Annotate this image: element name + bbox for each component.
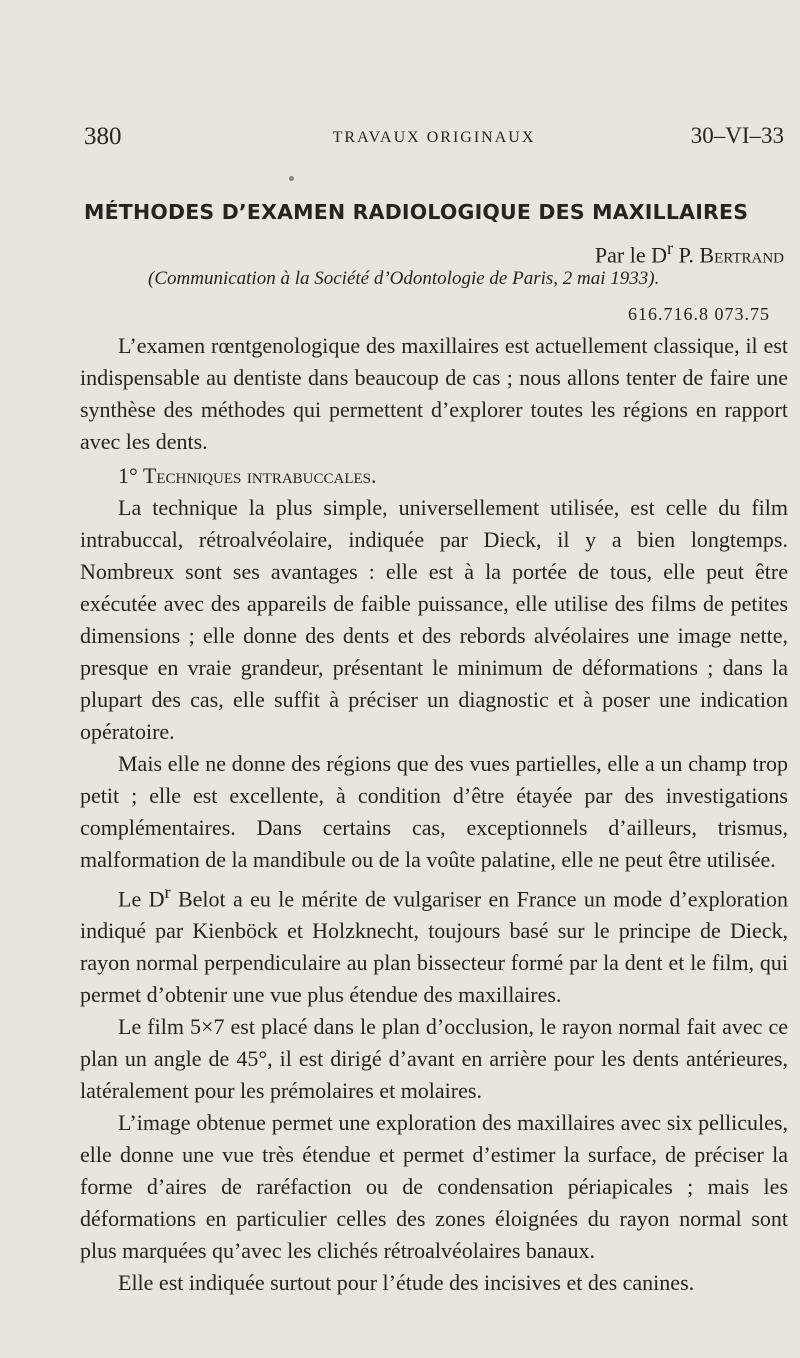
paragraph-technique: La technique la plus simple, universellement utilisée, est celle du film intrabuccal, rétroalvéolaire, indiquée par Dieck, il y a bien longtemps. Nombreux sont ses avantages : elle est à la portée de tous, elle peut être exécutée avec des appareils de faible puissance, elle utilise des films de petites dimensions ; elle donne des dents et des rebords alvéolaires une image nette, presque en vraie grandeur, présentant le minimum de déformations ; dans la plupart des cas, elle suffit à préciser un diagnostic et à poser une indication opératoire. — [80, 495, 788, 744]
paragraph-belot-superscript: r — [164, 882, 171, 902]
page-number: 380 — [84, 123, 122, 150]
running-title: TRAVAUX ORIGINAUX — [332, 129, 536, 146]
paragraph-belot-text: Belot a eu le mérite de vulgariser en France un mode d’exploration indiqué par Kienböck et Holzknecht, toujours basé sur le principe de Dieck, rayon normal perpendiculaire au plan bissecteur formé par la dent et le film, qui permet d’obtenir une vue plus étendue des maxillaires. — [80, 886, 789, 1008]
article-title: MÉTHODES D’EXAMEN RADIOLOGIQUE DES MAXILLAIRES — [84, 200, 749, 224]
classification-code: 616.716.8 073.75 — [628, 304, 770, 324]
byline — [595, 238, 784, 268]
communication-note: (Communication à la Société d’Odontologie de Paris, 2 mai 1933). — [148, 268, 660, 289]
paragraph-belot — [80, 876, 788, 1011]
byline-prefix: Par le D — [594, 242, 667, 268]
paragraph-intro: L’examen rœntgenologique des maxillaires est actuellement classique, il est indispensable au dentiste dans beaucoup de cas ; nous allons tenter de faire une synthèse des méthodes qui permettent d’explorer toutes les régions en rapport avec les dents. — [80, 333, 788, 454]
paragraph-image-obtained: L’image obtenue permet une exploration des maxillaires avec six pellicules, elle donne une vue très étendue et permet d’estimer la surface, de préciser la forme d’aires de raréfaction ou de condensation périapicales ; mais les déformations en particulier celles des zones éloignées du rayon normal sont plus marquées qu’avec les clichés rétroalvéolaires banaux. — [80, 1110, 788, 1264]
author-name: P. Bertrand — [673, 242, 784, 268]
issue-date: 30–VI–33 — [690, 123, 784, 148]
print-speck — [289, 176, 294, 181]
paragraph-indication: Elle est indiquée surtout pour l’étude des incisives et des canines. — [118, 1270, 695, 1296]
running-head — [84, 123, 784, 157]
paragraph-film-placement: Le film 5×7 est placé dans le plan d’occlusion, le rayon normal fait avec ce plan un angle de 45°, il est dirigé d’avant en arrière pour les dents antérieures, latéralement pour les prémolaires et molaires. — [80, 1014, 788, 1104]
byline-superscript: r — [666, 238, 674, 258]
paragraph-belot-prefix: Le D — [118, 886, 165, 912]
paragraph-limits: Mais elle ne donne des régions que des vues partielles, elle a un champ trop petit ; elle est excellente, à condition d’être étayée par des investigations complémentaires. Dans certains cas, exceptionnels d’ailleurs, trismus, malformation de la mandibule ou de la voûte palatine, elle ne peut être utilisée. — [80, 751, 788, 872]
article-body — [80, 330, 788, 1299]
section-heading: 1° Techniques intrabuccales. — [118, 463, 377, 488]
